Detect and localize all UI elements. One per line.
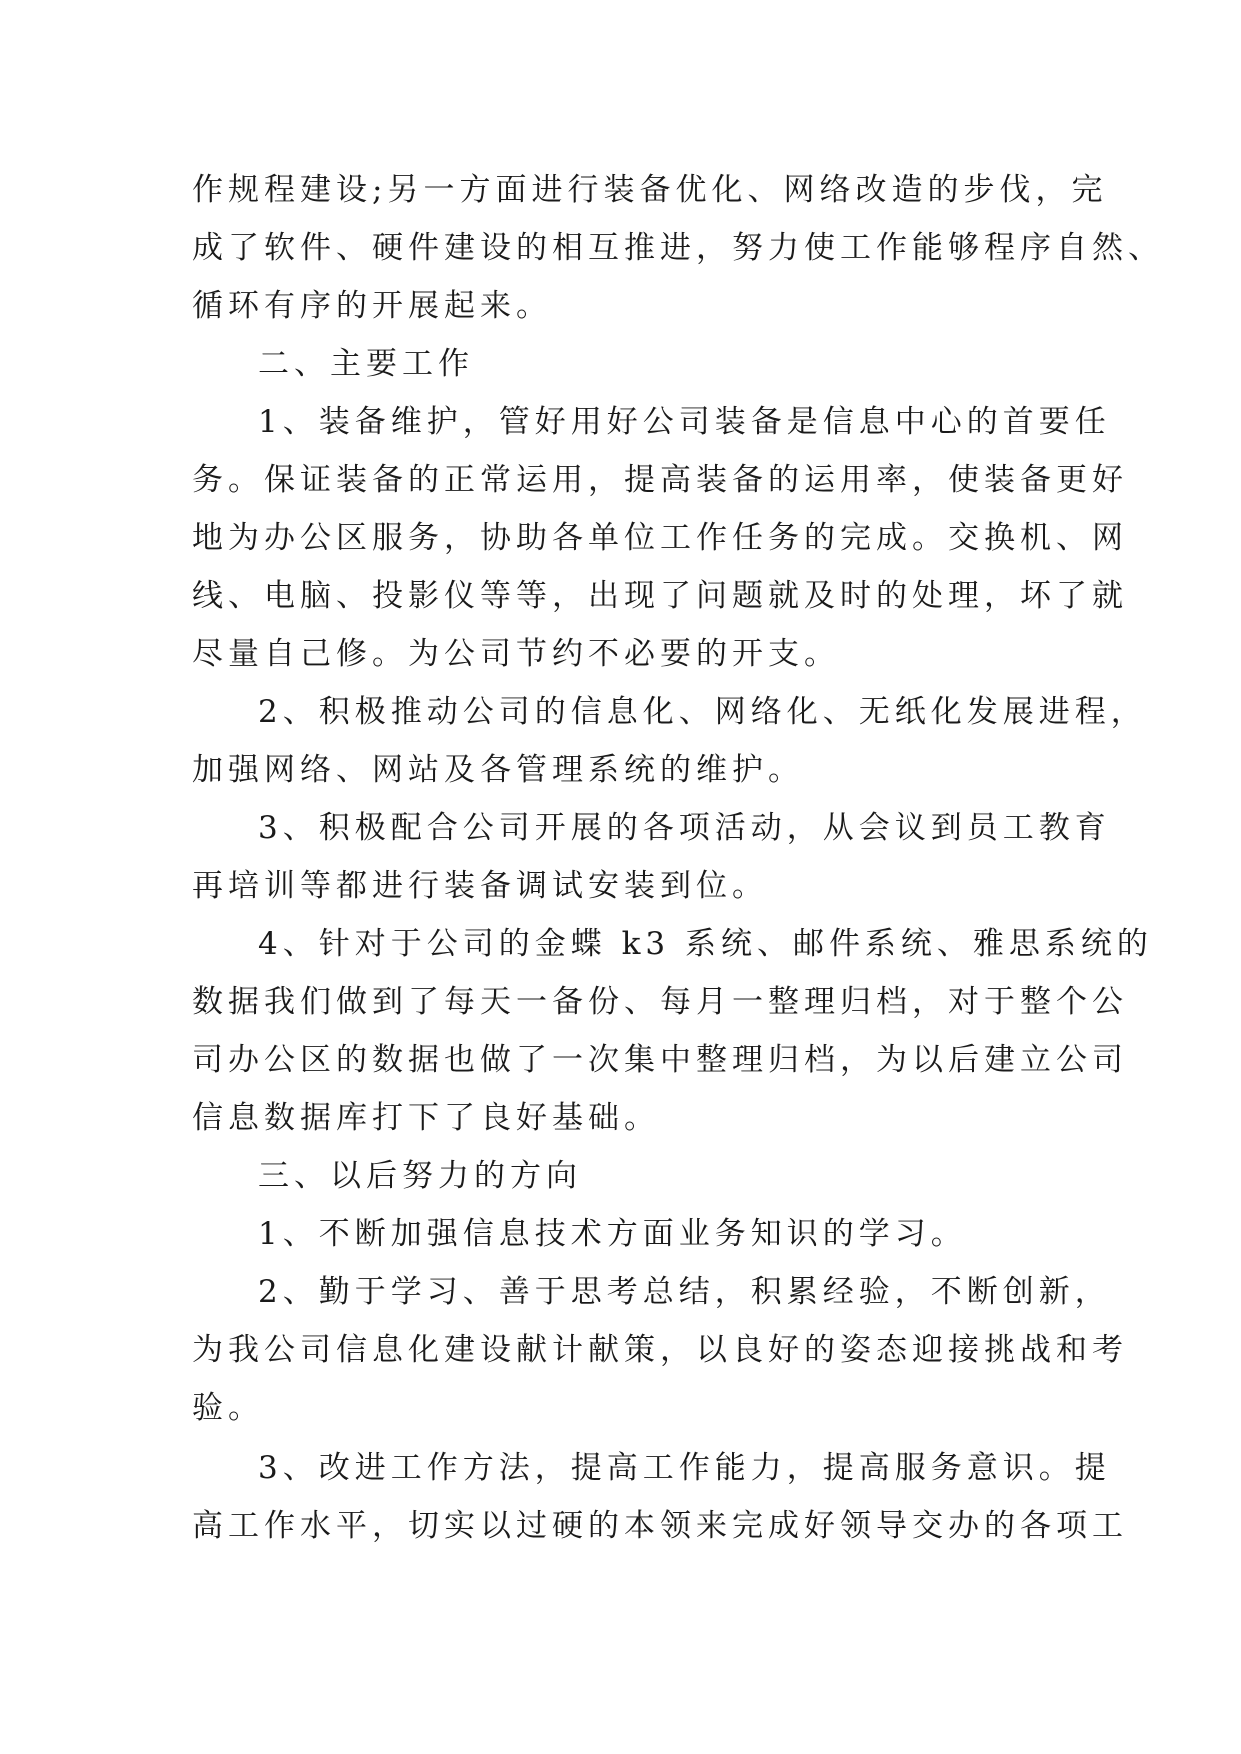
body-text-line: 4、针对于公司的金蝶 k3 系统、邮件系统、雅思系统的 <box>258 926 1153 962</box>
body-text-line: 作规程建设;另一方面进行装备优化、网络改造的步伐，完 <box>192 172 1108 208</box>
body-text-line: 成了软件、硬件建设的相互推进，努力使工作能够程序自然、 <box>192 230 1164 266</box>
body-text-line: 高工作水平，切实以过硬的本领来完成好领导交办的各项工 <box>192 1508 1128 1544</box>
body-text-line: 数据我们做到了每天一备份、每月一整理归档，对于整个公 <box>192 984 1128 1020</box>
body-text-line: 为我公司信息化建设献计献策，以良好的姿态迎接挑战和考 <box>192 1332 1128 1368</box>
body-text-line: 循环有序的开展起来。 <box>192 288 552 324</box>
body-text-line: 加强网络、网站及各管理系统的维护。 <box>192 752 804 788</box>
body-text-line: 司办公区的数据也做了一次集中整理归档，为以后建立公司 <box>192 1042 1128 1078</box>
section-heading-future-direction: 三、以后努力的方向 <box>258 1158 582 1194</box>
body-text-line: 1、不断加强信息技术方面业务知识的学习。 <box>258 1216 967 1252</box>
body-text-line: 务。保证装备的正常运用，提高装备的运用率，使装备更好 <box>192 462 1128 498</box>
body-text-line: 线、电脑、投影仪等等，出现了问题就及时的处理，坏了就 <box>192 578 1128 614</box>
section-heading-main-work: 二、主要工作 <box>258 346 474 382</box>
body-text-line: 地为办公区服务，协助各单位工作任务的完成。交换机、网 <box>192 520 1128 556</box>
body-text-line: 3、积极配合公司开展的各项活动，从会议到员工教育 <box>258 810 1111 846</box>
body-text-line: 3、改进工作方法，提高工作能力，提高服务意识。提 <box>258 1450 1111 1486</box>
body-text-line: 信息数据库打下了良好基础。 <box>192 1100 660 1136</box>
body-text-line: 尽量自己修。为公司节约不必要的开支。 <box>192 636 840 672</box>
body-text-line: 验。 <box>192 1390 264 1426</box>
body-text-line: 1、装备维护，管好用好公司装备是信息中心的首要任 <box>258 404 1111 440</box>
body-text-line: 再培训等都进行装备调试安装到位。 <box>192 868 768 904</box>
body-text-line: 2、勤于学习、善于思考总结，积累经验，不断创新， <box>258 1274 1111 1310</box>
body-text-line: 2、积极推动公司的信息化、网络化、无纸化发展进程， <box>258 694 1147 730</box>
